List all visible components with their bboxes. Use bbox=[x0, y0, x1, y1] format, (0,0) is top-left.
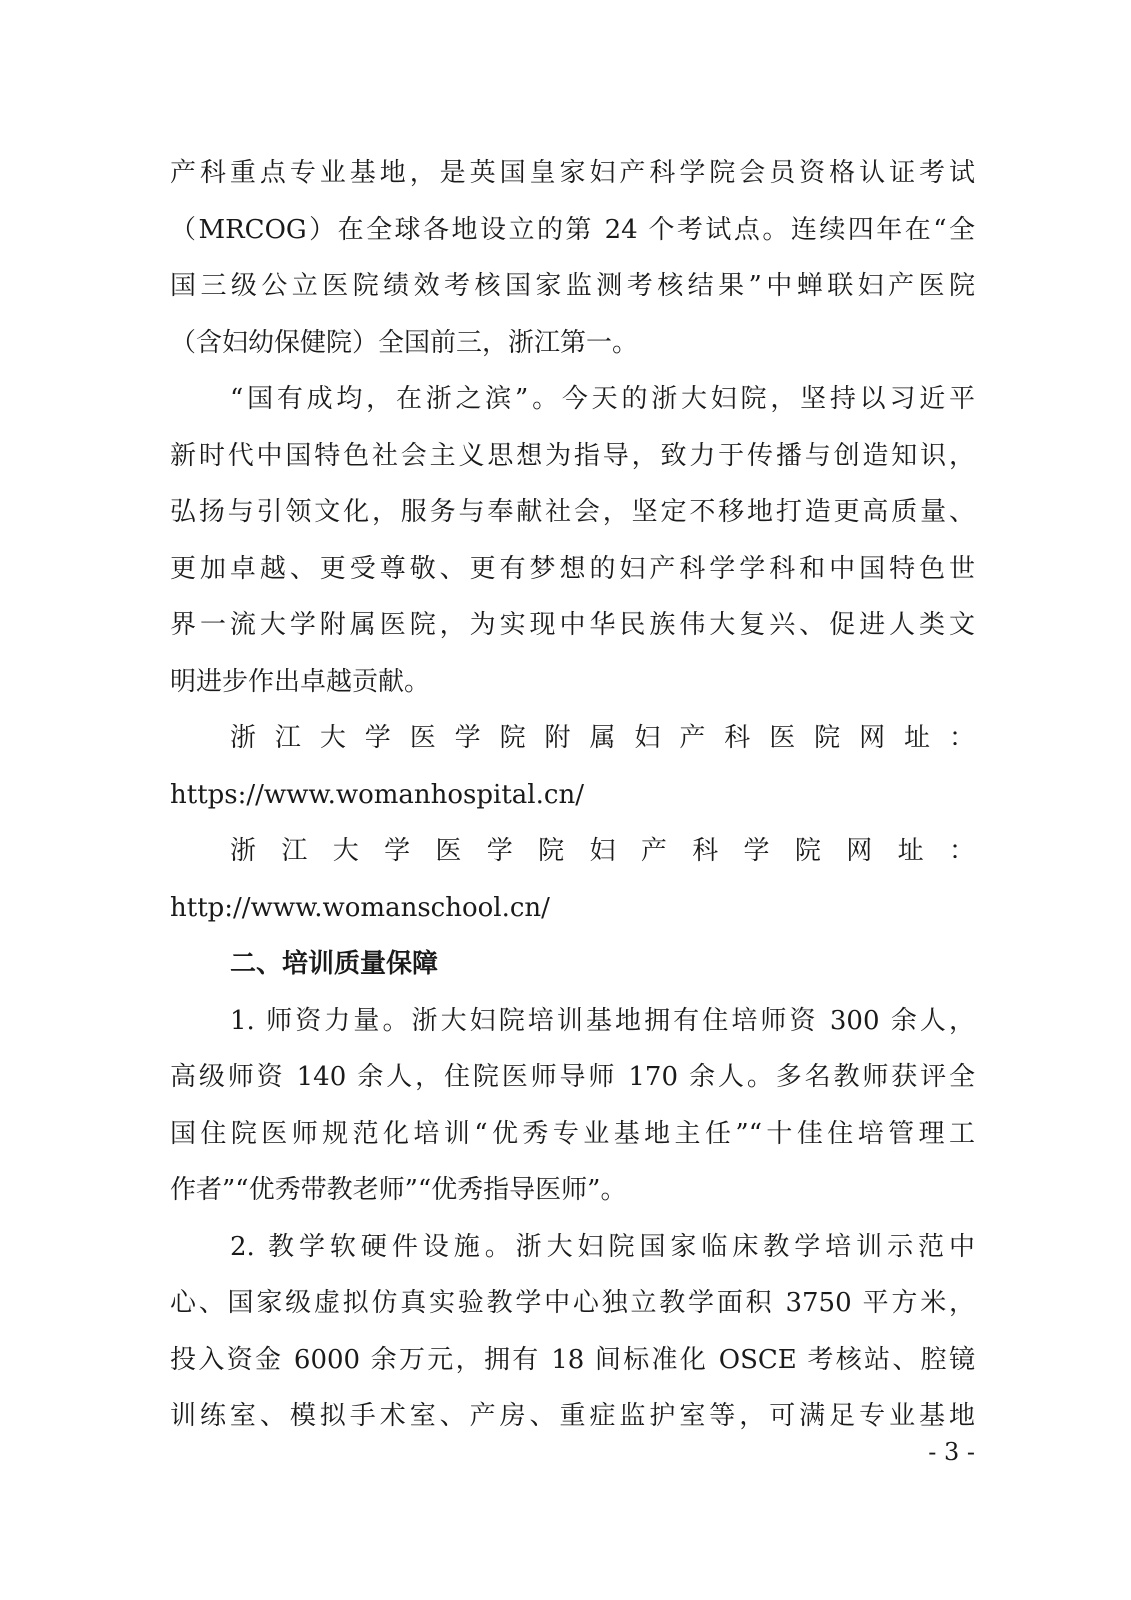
paragraph-line: 更加卓越、更受尊敬、更有梦想的妇产科学学科和中国特色世 bbox=[170, 553, 975, 584]
paragraph-line: 2. 教学软硬件设施。浙大妇院国家临床教学培训示范中 bbox=[230, 1231, 975, 1262]
paragraph-line: 国三级公立医院绩效考核国家监测考核结果”中蝉联妇产医院 bbox=[170, 271, 975, 301]
paragraph-line: 产科重点专业基地，是英国皇家妇产科学院会员资格认证考试 bbox=[170, 158, 975, 188]
paragraph-line: 界一流大学附属医院，为实现中华民族伟大复兴、促进人类文 bbox=[170, 610, 975, 640]
page-number: - 3 - bbox=[928, 1438, 975, 1466]
hospital-website-label: 浙江大学医学院附属妇产科医院网址： bbox=[230, 723, 975, 753]
paragraph-line: 1. 师资力量。浙大妇院培训基地拥有住培师资 300 余人， bbox=[230, 1005, 975, 1036]
paragraph-line: 训练室、模拟手术室、产房、重症监护室等，可满足专业基地 bbox=[170, 1401, 975, 1431]
school-website-url[interactable]: http://www.womanschool.cn/ bbox=[170, 892, 550, 923]
paragraph-line: 投入资金 6000 余万元，拥有 18 间标准化 OSCE 考核站、腔镜 bbox=[170, 1344, 975, 1375]
hospital-website-url[interactable]: https://www.womanhospital.cn/ bbox=[170, 779, 584, 810]
paragraph-line: 国住院医师规范化培训“优秀专业基地主任”“十佳住培管理工 bbox=[170, 1118, 975, 1149]
paragraph-line: 心、国家级虚拟仿真实验教学中心独立教学面积 3750 平方米， bbox=[170, 1288, 975, 1318]
paragraph-line: 新时代中国特色社会主义思想为指导，致力于传播与创造知识， bbox=[170, 440, 975, 471]
paragraph-line: 弘扬与引领文化，服务与奉献社会，坚定不移地打造更高质量、 bbox=[170, 497, 975, 527]
document-body bbox=[170, 145, 975, 1445]
school-website-label: 浙江大学医学院妇产科学院网址： bbox=[230, 836, 975, 866]
paragraph-line: （MRCOG）在全球各地设立的第 24 个考试点。连续四年在“全 bbox=[170, 214, 975, 245]
paragraph-line: 作者”“优秀带教老师”“优秀指导医师”。 bbox=[170, 1175, 627, 1205]
section-heading: 二、培训质量保障 bbox=[230, 949, 439, 979]
paragraph-line: （含妇幼保健院）全国前三，浙江第一。 bbox=[170, 327, 639, 358]
paragraph-line: “国有成均，在浙之滨”。今天的浙大妇院，坚持以习近平 bbox=[230, 384, 975, 414]
paragraph-line: 高级师资 140 余人，住院医师导师 170 余人。多名教师获评全 bbox=[170, 1062, 975, 1092]
paragraph-line: 明进步作出卓越贡献。 bbox=[170, 666, 431, 697]
